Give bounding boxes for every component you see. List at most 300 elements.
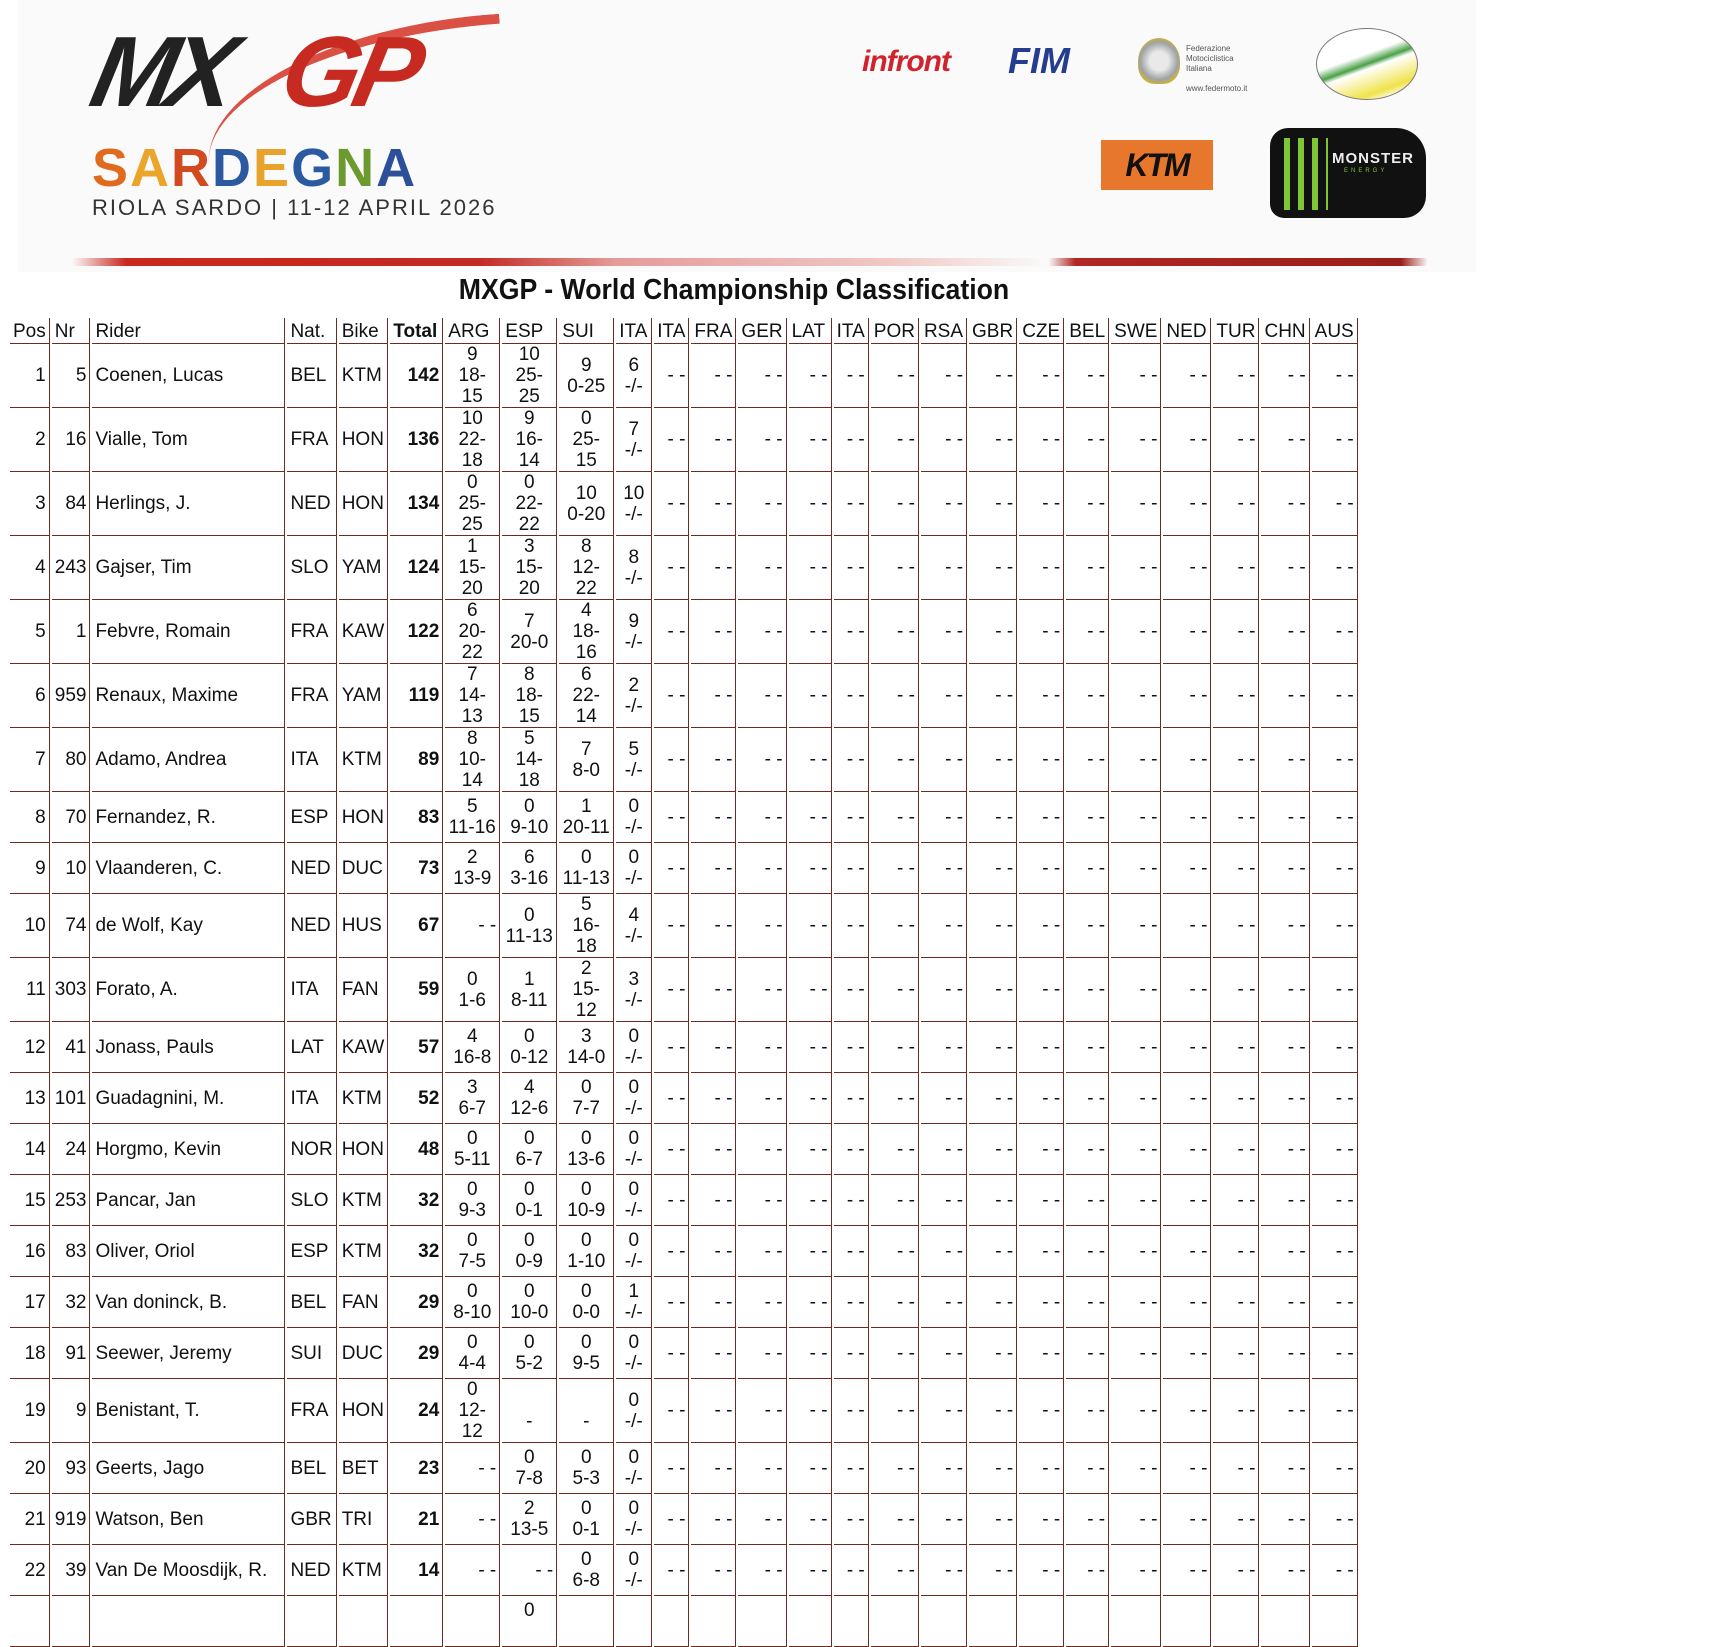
race-cell-sui (559, 536, 614, 600)
heat-points: -/- (624, 1410, 643, 1432)
nat-cell: SLO (287, 536, 336, 600)
race-cell-ita (616, 664, 652, 728)
heat-points: 25-25 (515, 365, 543, 407)
rider-cell: Fernandez, R. (92, 792, 285, 843)
race-cell-ita (616, 1277, 652, 1328)
race-cell-swe: - - (1111, 792, 1161, 843)
total-cell: 57 (390, 1022, 443, 1073)
race-points (619, 1600, 648, 1621)
table-row (10, 958, 1358, 1022)
total-cell: 32 (390, 1226, 443, 1277)
race-cell-swe: - - (1111, 843, 1161, 894)
race-cell-rsa: - - (921, 843, 967, 894)
race-cell-ita: - - (654, 600, 689, 664)
race-cell-tur: - - (1213, 1494, 1259, 1545)
race-cell-arg (445, 958, 500, 1022)
race-points: 0 (628, 847, 640, 868)
column-header-gbr: GBR (969, 318, 1017, 344)
race-cell-ned: - - (1163, 792, 1211, 843)
race-cell-por: - - (871, 1494, 919, 1545)
nat-cell: BEL (287, 1277, 336, 1328)
race-cell-ned: - - (1163, 344, 1211, 408)
race-cell-aus: - - (1312, 1226, 1358, 1277)
ktm-logo: KTM (1101, 140, 1213, 190)
fmi-url: www.federmoto.it (1186, 84, 1248, 93)
race-points: 3 (466, 1077, 478, 1098)
race-cell-esp (502, 1328, 557, 1379)
race-cell-aus: - - (1312, 1073, 1358, 1124)
race-cell-ger: - - (738, 472, 786, 536)
table-row (10, 600, 1358, 664)
race-cell-tur: - - (1213, 1379, 1259, 1443)
race-cell-bel: - - (1066, 344, 1109, 408)
race-points (562, 1390, 610, 1411)
race-cell-bel: - - (1066, 1175, 1109, 1226)
nr-cell: 24 (52, 1124, 91, 1175)
race-cell-ita: - - (654, 472, 689, 536)
race-cell-rsa: - - (921, 664, 967, 728)
race-cell-arg: - - (445, 1545, 500, 1596)
bike-cell: DUC (339, 843, 389, 894)
race-points: 10 (461, 408, 483, 429)
race-cell-sui (559, 600, 614, 664)
race-cell-sui (559, 843, 614, 894)
heat-points: -/- (624, 1149, 643, 1170)
heat-points: 13-9 (453, 868, 492, 889)
heat-points: -/- (624, 1353, 643, 1374)
heat-points: - (526, 1410, 533, 1432)
race-cell-lat: - - (789, 1443, 832, 1494)
race-cell-sui (559, 472, 614, 536)
heat-points: 14-0 (567, 1047, 606, 1068)
race-cell-por: - - (871, 958, 919, 1022)
nr-cell: 80 (52, 728, 91, 792)
heat-points: -/- (624, 439, 643, 461)
rider-cell: Febvre, Romain (92, 600, 285, 664)
race-cell-ger: - - (738, 1328, 786, 1379)
rider-cell: Benistant, T. (92, 1379, 285, 1443)
race-cell-lat: - - (789, 792, 832, 843)
total-cell: 134 (390, 472, 443, 536)
nat-cell: BEL (287, 344, 336, 408)
race-cell-por: - - (871, 1175, 919, 1226)
race-cell-ita: - - (654, 1379, 689, 1443)
race-cell-swe: - - (1111, 1226, 1161, 1277)
race-cell-gbr: - - (969, 1124, 1017, 1175)
page-title: MXGP - World Championship Classification (458, 274, 1010, 306)
race-cell-lat: - - (789, 1277, 832, 1328)
race-cell-ned: - - (1163, 408, 1211, 472)
race-cell-arg: - - (445, 894, 500, 958)
event-subtitle: RIOLA SARDO | 11-12 APRIL 2026 (92, 195, 497, 220)
heat-points: 0-12 (510, 1047, 549, 1068)
race-points: 8 (628, 546, 640, 568)
race-points: 1 (628, 1281, 640, 1302)
race-cell-swe: - - (1111, 1328, 1161, 1379)
race-points: 0 (466, 1128, 478, 1149)
race-points: 4 (580, 600, 592, 621)
race-points: 2 (523, 1498, 535, 1519)
total-cell: 48 (390, 1124, 443, 1175)
race-cell-ita (616, 600, 652, 664)
race-points: 9 (580, 354, 592, 376)
race-cell-chn: - - (1261, 958, 1309, 1022)
race-cell-tur: - - (1213, 1545, 1259, 1596)
race-points: 4 (628, 904, 640, 926)
nat-cell: BEL (287, 1443, 336, 1494)
race-points: 0 (466, 968, 478, 990)
pos-cell: 16 (10, 1226, 50, 1277)
race-cell-ita: - - (834, 1328, 869, 1379)
race-cell-lat: - - (789, 1022, 832, 1073)
race-cell-esp (502, 408, 557, 472)
race-points: 6 (523, 847, 535, 868)
race-cell-ger: - - (738, 1545, 786, 1596)
race-cell-por: - - (871, 728, 919, 792)
race-points: 2 (628, 674, 640, 696)
bike-cell: KTM (339, 1073, 389, 1124)
race-cell-por: - - (871, 1073, 919, 1124)
race-cell-ita (616, 1226, 652, 1277)
race-cell-chn: - - (1261, 728, 1309, 792)
nr-cell: 243 (52, 536, 91, 600)
bike-cell: FAN (339, 1277, 389, 1328)
race-points: 0 (580, 408, 592, 429)
race-cell-tur: - - (1213, 1277, 1259, 1328)
heat-points: 25-25 (458, 493, 486, 535)
race-cell-lat: - - (789, 1494, 832, 1545)
race-cell-aus: - - (1312, 1175, 1358, 1226)
race-cell-ger (738, 1596, 786, 1647)
heat-points: - (583, 1410, 590, 1432)
race-cell-ita (616, 1443, 652, 1494)
race-cell-gbr: - - (969, 344, 1017, 408)
total-cell: 124 (390, 536, 443, 600)
race-cell-ger: - - (738, 1073, 786, 1124)
race-cell-ger: - - (738, 536, 786, 600)
race-points: 4 (466, 1026, 478, 1047)
bike-cell: KTM (339, 344, 389, 408)
race-cell-sui (559, 1545, 614, 1596)
race-cell-cze: - - (1019, 843, 1064, 894)
table-row (10, 1175, 1358, 1226)
race-cell-fra: - - (691, 664, 736, 728)
race-cell-sui (559, 792, 614, 843)
race-cell-arg (445, 408, 500, 472)
nr-cell: 70 (52, 792, 91, 843)
race-cell-ita: - - (834, 536, 869, 600)
race-cell-ger: - - (738, 958, 786, 1022)
table-row (10, 1545, 1358, 1596)
race-cell-rsa: - - (921, 1124, 967, 1175)
heat-points: 12-22 (572, 557, 600, 599)
race-cell-rsa: - - (921, 1494, 967, 1545)
race-points: 9 (628, 610, 640, 632)
table-row (10, 1022, 1358, 1073)
motor-school-logo (1316, 28, 1418, 100)
race-cell-ita (616, 1545, 652, 1596)
column-header-chn: CHN (1261, 318, 1309, 344)
total-cell: 119 (390, 664, 443, 728)
race-cell-ita (616, 843, 652, 894)
race-cell-ita: - - (654, 1226, 689, 1277)
race-cell-aus: - - (1312, 894, 1358, 958)
race-cell-swe: - - (1111, 472, 1161, 536)
race-cell-lat: - - (789, 728, 832, 792)
total-cell: 32 (390, 1175, 443, 1226)
race-points: 0 (628, 1498, 640, 1519)
race-points: 0 (523, 904, 535, 926)
heat-points: 6-7 (458, 1098, 486, 1119)
heat-points: 12-6 (510, 1098, 549, 1119)
nr-cell: 959 (52, 664, 91, 728)
column-header-nat: Nat. (287, 318, 336, 344)
heat-points: 5-11 (453, 1149, 491, 1170)
race-cell-ita: - - (834, 1379, 869, 1443)
race-points: 0 (628, 796, 640, 817)
race-points: 0 (466, 1379, 478, 1400)
heat-points: 11-13 (562, 868, 610, 889)
race-cell-ita: - - (654, 728, 689, 792)
total-cell: 67 (390, 894, 443, 958)
race-cell-cze: - - (1019, 344, 1064, 408)
race-points: 10 (518, 344, 540, 365)
bike-cell: HON (339, 408, 389, 472)
race-cell-fra: - - (691, 1379, 736, 1443)
race-cell-tur: - - (1213, 664, 1259, 728)
race-cell-ger: - - (738, 843, 786, 894)
race-cell-ger: - - (738, 792, 786, 843)
race-cell-arg (445, 664, 500, 728)
table-row (10, 536, 1358, 600)
race-cell-lat: - - (789, 1545, 832, 1596)
race-cell-ita: - - (834, 1277, 869, 1328)
heat-points: 16-14 (515, 429, 543, 471)
race-cell-ned: - - (1163, 1545, 1211, 1596)
table-row (10, 843, 1358, 894)
race-cell-por: - - (871, 408, 919, 472)
race-cell-rsa: - - (921, 344, 967, 408)
race-cell-aus: - - (1312, 536, 1358, 600)
race-cell-ned: - - (1163, 664, 1211, 728)
header-banner (18, 0, 1476, 272)
rider-cell (92, 1596, 285, 1647)
race-cell-chn: - - (1261, 536, 1309, 600)
heat-points: -/- (624, 868, 643, 889)
race-cell-cze: - - (1019, 1379, 1064, 1443)
table-row (10, 792, 1358, 843)
race-cell-bel: - - (1066, 1124, 1109, 1175)
race-cell-lat: - - (789, 1175, 832, 1226)
pos-cell: 12 (10, 1022, 50, 1073)
race-points: 2 (580, 958, 592, 979)
race-cell-aus: - - (1312, 1494, 1358, 1545)
bike-cell: TRI (339, 1494, 389, 1545)
race-points: 0 (523, 1281, 535, 1302)
race-cell-ita: - - (834, 1494, 869, 1545)
race-cell-por: - - (871, 600, 919, 664)
race-cell-esp (502, 1226, 557, 1277)
race-cell-fra: - - (691, 1443, 736, 1494)
race-points: 0 (580, 1230, 592, 1251)
race-cell-arg: - - (445, 1494, 500, 1545)
nat-cell: ESP (287, 792, 336, 843)
race-cell-tur: - - (1213, 408, 1259, 472)
race-cell-sui (559, 1596, 614, 1647)
race-cell-esp (502, 344, 557, 408)
race-cell-lat: - - (789, 894, 832, 958)
race-cell-fra: - - (691, 728, 736, 792)
race-points: 6 (466, 600, 478, 621)
heat-points: 10-0 (510, 1302, 549, 1323)
heat-points: 8-0 (572, 759, 600, 781)
total-cell: 136 (390, 408, 443, 472)
heat-points: -/- (624, 925, 643, 947)
pos-cell: 9 (10, 843, 50, 894)
race-cell-ita (616, 1073, 652, 1124)
race-cell-rsa: - - (921, 1328, 967, 1379)
race-cell-fra: - - (691, 894, 736, 958)
race-cell-fra: - - (691, 792, 736, 843)
heat-points: 9-3 (458, 1200, 486, 1221)
column-header-ita: ITA (654, 318, 689, 344)
race-cell-tur: - - (1213, 728, 1259, 792)
race-cell-ita (616, 344, 652, 408)
race-cell-por: - - (871, 792, 919, 843)
nat-cell: ITA (287, 1073, 336, 1124)
table-row (10, 1443, 1358, 1494)
classification-table (8, 318, 1360, 1647)
heat-points: 22-18 (458, 429, 486, 471)
race-cell-gbr: - - (969, 1494, 1017, 1545)
heat-points (448, 1621, 496, 1642)
race-cell-ned: - - (1163, 1175, 1211, 1226)
race-cell-cze (1019, 1596, 1064, 1647)
race-cell-ita (616, 958, 652, 1022)
race-cell-ita: - - (654, 344, 689, 408)
column-header-arg: ARG (445, 318, 500, 344)
heat-points: 9-10 (510, 817, 549, 838)
bike-cell: HUS (339, 894, 389, 958)
table-row (10, 1596, 1358, 1647)
column-header-por: POR (871, 318, 919, 344)
table-row (10, 1379, 1358, 1443)
race-cell-ger: - - (738, 1022, 786, 1073)
race-cell-gbr: - - (969, 1175, 1017, 1226)
race-cell-esp (502, 472, 557, 536)
race-cell-rsa: - - (921, 536, 967, 600)
race-points: 0 (580, 1332, 592, 1353)
race-cell-chn: - - (1261, 408, 1309, 472)
total-cell: 52 (390, 1073, 443, 1124)
heat-points: 0-1 (572, 1519, 600, 1540)
race-cell-ned (1163, 1596, 1211, 1647)
race-cell-ita (616, 1494, 652, 1545)
race-cell-ita (616, 728, 652, 792)
column-header-ned: NED (1163, 318, 1211, 344)
race-cell-tur: - - (1213, 1022, 1259, 1073)
race-cell-esp (502, 1022, 557, 1073)
race-cell-rsa: - - (921, 728, 967, 792)
bike-cell: HON (339, 792, 389, 843)
race-cell-tur: - - (1213, 792, 1259, 843)
fmi-text: Federazione Motociclistica Italiana (1186, 44, 1234, 73)
rider-cell: Renaux, Maxime (92, 664, 285, 728)
race-cell-aus: - - (1312, 792, 1358, 843)
race-cell-esp (502, 1379, 557, 1443)
race-cell-aus: - - (1312, 664, 1358, 728)
race-cell-cze: - - (1019, 1328, 1064, 1379)
nr-cell: 41 (52, 1022, 91, 1073)
race-cell-sui (559, 1073, 614, 1124)
table-row (10, 1328, 1358, 1379)
race-cell-cze: - - (1019, 1277, 1064, 1328)
race-points: 0 (523, 1026, 535, 1047)
heat-points: 0-1 (515, 1200, 543, 1221)
race-cell-ger: - - (738, 1443, 786, 1494)
race-cell-arg (445, 1328, 500, 1379)
race-cell-sui (559, 894, 614, 958)
heat-points: -/- (624, 1468, 643, 1489)
race-cell-ita: - - (654, 1494, 689, 1545)
pos-cell (10, 1596, 50, 1647)
race-cell-cze: - - (1019, 792, 1064, 843)
race-points: 4 (523, 1077, 535, 1098)
race-cell-ned: - - (1163, 1226, 1211, 1277)
race-cell-chn: - - (1261, 1022, 1309, 1073)
heat-points (619, 1621, 648, 1642)
race-cell-ita: - - (834, 843, 869, 894)
column-header-sui: SUI (559, 318, 614, 344)
race-cell-esp (502, 1277, 557, 1328)
race-cell-bel: - - (1066, 600, 1109, 664)
race-points: 0 (628, 1077, 640, 1098)
race-cell-ita: - - (654, 1124, 689, 1175)
race-cell-esp (502, 958, 557, 1022)
table-row (10, 344, 1358, 408)
nr-cell: 253 (52, 1175, 91, 1226)
bike-cell: KAW (339, 1022, 389, 1073)
race-cell-ita: - - (834, 600, 869, 664)
race-cell-ned: - - (1163, 1277, 1211, 1328)
race-cell-ita: - - (654, 1022, 689, 1073)
race-cell-bel: - - (1066, 1328, 1109, 1379)
race-cell-esp (502, 894, 557, 958)
fmi-logo (1138, 36, 1258, 91)
race-cell-ger: - - (738, 600, 786, 664)
race-cell-cze: - - (1019, 1175, 1064, 1226)
nat-cell (287, 1596, 336, 1647)
race-cell-ita: - - (834, 408, 869, 472)
nat-cell: NOR (287, 1124, 336, 1175)
race-cell-por: - - (871, 472, 919, 536)
race-cell-chn (1261, 1596, 1309, 1647)
race-cell-sui (559, 1379, 614, 1443)
race-cell-rsa: - - (921, 1022, 967, 1073)
monster-energy-logo: MONSTER ENERGY (1270, 128, 1426, 218)
race-cell-cze: - - (1019, 1073, 1064, 1124)
race-points: 7 (523, 610, 535, 632)
race-points: 0 (466, 472, 478, 493)
race-cell-esp (502, 600, 557, 664)
heat-points: 5-2 (515, 1353, 543, 1374)
race-cell-gbr: - - (969, 843, 1017, 894)
race-cell-ned: - - (1163, 1022, 1211, 1073)
column-header-bike: Bike (339, 318, 389, 344)
race-cell-ger: - - (738, 664, 786, 728)
rider-cell: Forato, A. (92, 958, 285, 1022)
nr-cell: 10 (52, 843, 91, 894)
